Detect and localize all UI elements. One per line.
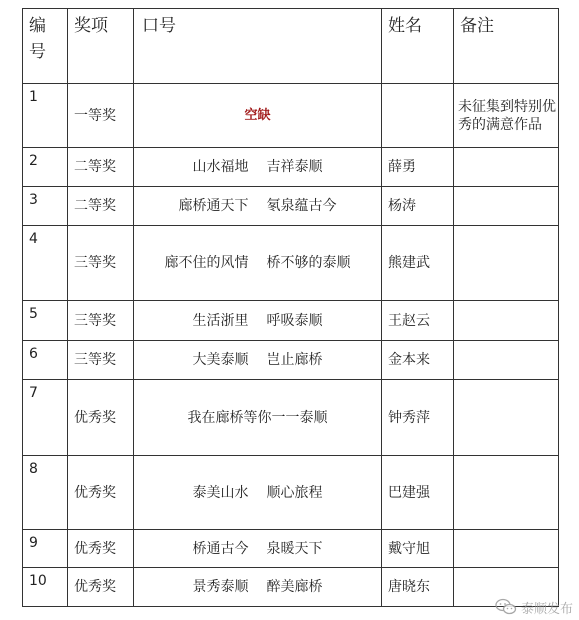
slogan-part-a: 廊桥通天下: [178, 198, 249, 214]
row-no: 8: [23, 456, 68, 530]
row-note: [454, 530, 559, 568]
row-award: 优秀奖: [68, 456, 134, 530]
row-slogan: [134, 84, 382, 148]
row-note: [454, 187, 559, 226]
row-award: 三等奖: [68, 226, 134, 301]
row-name: 钟秀萍: [382, 380, 454, 456]
table-row: [23, 84, 559, 148]
slogan-part-b: 桥不够的泰顺: [266, 255, 351, 271]
header-award: 奖项: [68, 9, 134, 84]
row-note: [454, 380, 559, 456]
row-no: 2: [23, 148, 68, 187]
row-name: 金本来: [382, 341, 454, 380]
row-slogan: [134, 456, 382, 530]
row-name: 巴建强: [382, 456, 454, 530]
row-award: 优秀奖: [68, 380, 134, 456]
slogan-part-b: 顺心旅程: [266, 484, 323, 501]
table-row: [23, 301, 559, 341]
row-slogan: [134, 226, 382, 301]
table-row: [23, 226, 559, 301]
row-name: 杨涛: [382, 187, 454, 226]
row-name: 戴守旭: [382, 530, 454, 568]
table-row: [23, 568, 559, 607]
row-name: 王赵云: [382, 301, 454, 341]
row-no: 5: [23, 301, 68, 341]
row-note: [454, 148, 559, 187]
slogan-part-b: 岂止廊桥: [266, 352, 323, 368]
row-slogan: [134, 530, 382, 568]
header-no: [23, 9, 68, 84]
row-no: 7: [23, 380, 68, 456]
table-row: [23, 341, 559, 380]
row-note: [454, 456, 559, 530]
table-header-row: [23, 9, 559, 84]
row-name: 薛勇: [382, 148, 454, 187]
row-slogan: [134, 187, 382, 226]
header-note: 备注: [454, 9, 559, 84]
row-note: [454, 226, 559, 301]
slogan-part-b: 吉祥泰顺: [266, 159, 323, 175]
row-slogan: [134, 301, 382, 341]
row-name: 熊建武: [382, 226, 454, 301]
awards-table: [22, 8, 559, 607]
row-award: 优秀奖: [68, 568, 134, 607]
row-note: [454, 568, 559, 607]
slogan-part-a: 生活浙里: [192, 312, 249, 329]
row-slogan: 我在廊桥等你一一泰顺: [134, 380, 382, 456]
header-slogan: 口号: [134, 9, 382, 84]
row-award: 优秀奖: [68, 530, 134, 568]
slogan-part-a: 山水福地: [192, 159, 249, 175]
row-note: 未征集到特别优秀的满意作品: [454, 84, 559, 148]
slogan-part-a: 泰美山水: [192, 484, 249, 501]
watermark-text: 泰顺发布: [520, 601, 573, 617]
row-note: [454, 301, 559, 341]
row-note: [454, 341, 559, 380]
header-no-line2: 号: [29, 42, 46, 62]
row-no: 10: [23, 568, 68, 607]
row-slogan: [134, 148, 382, 187]
row-award: 二等奖: [68, 187, 134, 226]
slogan-part-a: 桥通古今: [192, 540, 249, 557]
vacant-label: 空缺: [244, 108, 271, 123]
row-award: 三等奖: [68, 301, 134, 341]
row-award: 三等奖: [68, 341, 134, 380]
row-award: 一等奖: [68, 84, 134, 148]
slogan-part-a: 景秀泰顺: [192, 579, 249, 595]
header-no-line1: 编: [29, 16, 46, 36]
slogan-part-b: 泉暖天下: [266, 540, 323, 557]
row-no: 4: [23, 226, 68, 301]
row-no: 3: [23, 187, 68, 226]
row-no: 9: [23, 530, 68, 568]
row-name: 唐晓东: [382, 568, 454, 607]
row-no: 6: [23, 341, 68, 380]
slogan-part-a: 大美泰顺: [192, 352, 249, 368]
slogan-part-b: 呼吸泰顺: [266, 312, 323, 329]
table-row: [23, 148, 559, 187]
table-row: [23, 380, 559, 456]
row-award: 二等奖: [68, 148, 134, 187]
row-name: [382, 84, 454, 148]
row-slogan: [134, 341, 382, 380]
slogan-part-b: 醉美廊桥: [266, 579, 323, 595]
header-name: 姓名: [382, 9, 454, 84]
table-row: [23, 187, 559, 226]
slogan-part-a: 廊不住的风情: [164, 255, 249, 271]
table-row: [23, 530, 559, 568]
table-row: [23, 456, 559, 530]
row-slogan: [134, 568, 382, 607]
slogan-part-b: 氡泉蕴古今: [266, 198, 337, 214]
row-no: 1: [23, 84, 68, 148]
